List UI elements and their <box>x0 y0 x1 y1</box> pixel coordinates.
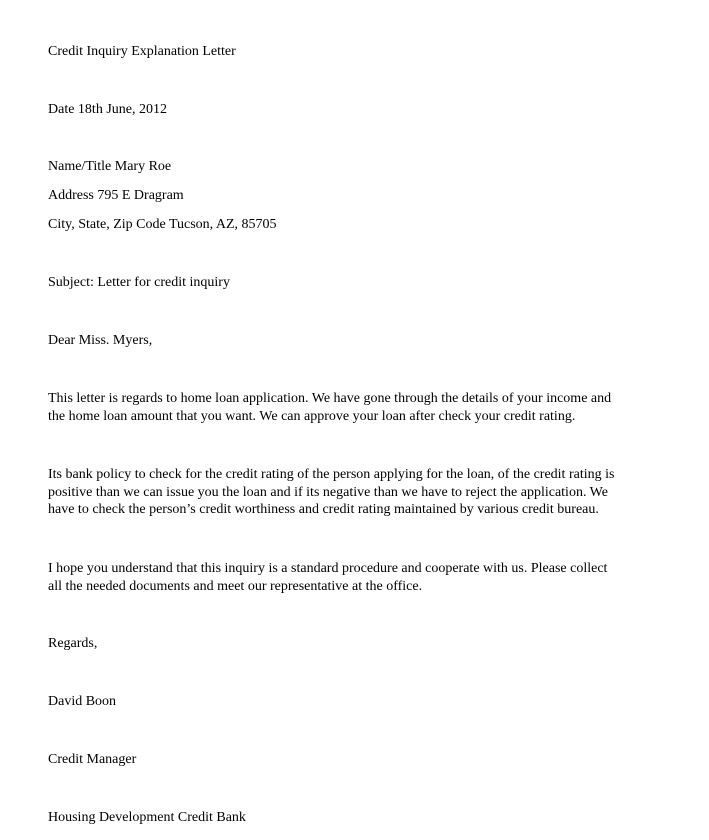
paragraph-line: have to check the person’s credit worthiness and credit rating maintained by various credit bureau. <box>48 502 599 517</box>
paragraph-line: all the needed documents and meet our representative at the office. <box>48 578 423 594</box>
paragraph-line: I hope you understand that this inquiry is a standard procedure and cooperate with us. Please collect <box>48 561 608 576</box>
body-paragraph-1 <box>48 390 648 425</box>
signer-title: Credit Manager <box>48 752 137 767</box>
recipient-city: City, State, Zip Code Tucson, AZ, 85705 <box>48 217 277 232</box>
body-paragraph-3 <box>48 560 648 595</box>
paragraph-line: positive than we can issue you the loan and if its negative than we have to reject the application. We <box>48 484 608 500</box>
letter-subject: Subject: Letter for credit inquiry <box>48 275 230 290</box>
signer-name: David Boon <box>48 694 117 709</box>
document-title: Credit Inquiry Explanation Letter <box>48 44 236 59</box>
body-paragraph-2 <box>48 466 648 519</box>
paragraph-line: This letter is regards to home loan application. We have gone through the details of your income and <box>48 391 612 406</box>
recipient-address: Address 795 E Dragram <box>48 188 184 203</box>
letter-date: Date 18th June, 2012 <box>48 102 167 117</box>
organization-name: Housing Development Credit Bank <box>48 810 246 825</box>
paragraph-line: Its bank policy to check for the credit rating of the person applying for the loan, of the credit rating is <box>48 467 615 482</box>
paragraph-line: the home loan amount that you want. We can approve your loan after check your credit rating. <box>48 408 576 424</box>
salutation: Dear Miss. Myers, <box>48 333 153 348</box>
recipient-name: Name/Title Mary Roe <box>48 159 172 174</box>
closing: Regards, <box>48 636 98 651</box>
